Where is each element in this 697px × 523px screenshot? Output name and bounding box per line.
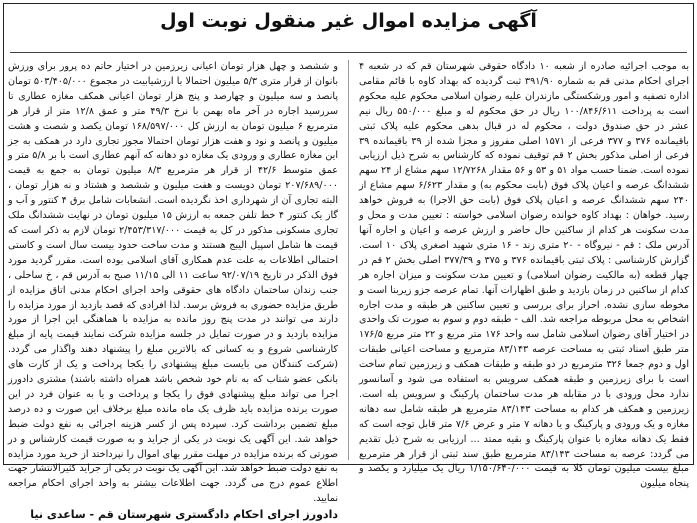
title-divider — [10, 52, 687, 53]
right-column — [359, 60, 690, 490]
right-column-text: به موجب اجرائیه صادره از شعبه ۱۰ دادگاه حقوقی شهرستان قم که در شعبه ۴ اجرای احکام مدنی قم به شماره ۳۹۱/۹۰ ثبت گردیده که بهداد کاوه با قائم مقامی اداره تصفیه و امور ورشکستگی مازندران علیه رضوان اسلامی محکوم علیه محکوم است به پرداخت ۱۰۰/۸۴۶/۶۱۱ ریال در حق محکوم له و مبلغ ۵۵۰/۰۰۰ ریال نیم عشر در حق صندوق دولت ، محکوم له در قبال بدهی محکوم علیه پلاک ثبتی باقیمانده ۳۷۶ و ۳۷۷ فرعی از ۱۵۷۱ اصلی مفروز و مجزا شده از ۳۹ باقیمانده ۳۹ فرعی از اصلی مذکور بخش ۲ قم توقیف نموده که کارشناس به شرح ذیل ارزیابی نموده است. ضمنا حسب مواد ۵۱ و ۵۳ و ۵۶ مقدار ۱۲/۷۲۶۸ سهم مشاع از ۲۴ سهم ششدانگ عرصه و اعیان پلاک فوق (بابت محکوم به) و مقدار ۶/۶۲۳ سهم مشاع از ۲۴۰ سهم ششدانگ عرصه و اعیان پلاک فوق (بابت حق الاجرا) به فروش خواهد رسید. خواهان : بهداد کاوه خوانده رضوان اسلامی خواسته : تعیین مدت و محل و مدت سکونت هر کدام از ساکنین حال حاضر و ارزش عرصه و اعیان و اجاره آنها آدرس ملک : قم - نیروگاه - ۲۰ متری زند - ۱۶ متری شهید اصغری پلاک ۱۰ است. گزارش کارشناسی : پلاک ثبتی باقیمانده ۳۷۶ و ۳۷۵ و ۳۷۷/۳۹ اصلی بخش ۲ قم در چهار قطعه (به مالکیت رضوان اسلامی) و تعیین مدت سکونت و میزان اجاره هر کدام از ساکنین در زمان بازدید و طبق اظهارات آنها. تمام عرصه جزو زیربنا است و مخوطه سازی نشده. احراز برای بررسی و تعیین ساکنین هر طبقه و مدت اجاره اشخاص به محل مربوطه مراجعه شد. الف - طبقه دوم و سوم به صورت تک واحدی در اختیار آقای رضوان اسلامی شامل سه واحد ۱۷۶ متر مربع و ۲۲ متر مربع ۱۷۶/۵ متر طبق اسناد ثبتی به مساحت عرصه ۸۳/۱۴۳ مترمربع و مساحت اعیانی طبقات اول و دوم جمعا ۳۲۶ مترمربع در دو طبقه و طبقات همکف و زیرزمین تمام ساخت است با برای زیرزمین و طبقه همکف سرویس به استفاده می شود و آسانسور ندارد محل ورودی با در مقابله هر مدت ساختمان پارکینگ و سرویس بله است. زیرزمین و همکف هر کدام به مساحت ۸۳/۱۴۳ مترمربع هر طبقه شامل سه دهانه مغازه و یک ورودی و پارکینگ و یا دهانه ۷ متر و عرض ۷/۶ متر قابل توجه است که فقط یک دهانه مغازه با عنوان پارکینگ و بقیه ممتد ... ارزیابی به شرح ذیل تقدیم می گردد: عرصه به مساحت ۸۳/۱۴۳ مترمربع طبق سند ثبتی از قرار هر مترمربع مبلغ بیست میلیون تومان کلا به قیمت ۱/۱۵۰/۶۴۰/۰۰۰ ریال یک میلیارد و یکصد و پنجاه میلیون — [359, 61, 690, 490]
left-column-text: و ششصد و چهل هزار تومان اعیانی زیرزمین در اختیار حاتم ده پرور برای ورزش بانوان از قرار متری ۵/۳ میلیون احتمالا با ارزشیابیت در مجموع ۵۰۳/۴۰۵/۰۰۰ تومان پانصد و سه میلیون و چهارصد و پنج هزار تومان اعیانی همکف مغازه عطاری تا سررسید اجاره در آخر ماه بهمن با نرخ ۴۹/۳ متر و عمق ۱۲/۸ متر از قرار هر مترمربع ۶ میلیون تومان به ارزش کل ۱۶۸/۵۹۷/۰۰۰ تومان یکصد و شصت و هشت میلیون و پانصد و نود و هفت هزار تومان احتمالا مجوز تجاری دارد در همکف به جز این مغازه عطاری و ورودی یک مغازه دو دهانه که آنهم عطاری است با بر ۵/۸ متر و عمق متوسط ۴۲/۶ از قرار هر مترمربع ۸/۳ میلیون تومان به جمع به قیمت ۲۰۷/۶۸۹/۰۰۰ تومان دویست و هفت میلیون و ششصد و هشتاد و نه هزار تومان ، البته تجاری آن از شهرداری اخذ نگردیده است. انشعابات شامل برق ۴ کنتور و آب و گاز یک کنتور ۴ خط تلفن جمعه به ارزش ۱۵ میلیون تومان در نهایت ششدانگ ملک تجاری مسکونی مذکور در کل به قیمت ۲/۴۵۳/۳۱۷/۰۰۰ تومان لازم به ذکر است که قیمت ها شامل اسپیل الیبج هستند و مدت ساخت حدود بیست سال است و کاستی احتمالی اطلاعات به علت عدم همکاری آقای اسلامی بوده است. مقرر گردید مورد فوق الذکر در تاریخ ۹۲/۰۷/۱۹ ساعت ۱۱ الی ۱۱/۱۵ صبح به آدرس قم ، خ ساحلی ، جنب زندان ساختمان دادگاه های حقوقی واحد اجرای احکام مدنی اتاق مزایده از طریق مزایده حضوری به فروش برسد. لذا افرادی که قصد بازدید از مورد مزایده را دارند می توانند در مدت پنج روز مانده به مزایده با هماهنگی این اجرا از مورد مزایده بازدید و در صورت تمایل در جلسه مزایده شرکت نمایند قیمت پایه از مبلغ کارشناسی شروع و به کسانی که بالاترین مبلغ را پیشنهاد دهند واگذار می گردد. (شرکت کنندگان می بایست مبلغ پیشنهادی را یکجا پرداخت و یک از کارت های بانکی عضو شتاب که به نام خود شخص باشد همراه داشته باشند) مشتری دادورز اجرا می تواند مبلغ پیشنهادی فوق را یکجا و پرداخت و یا به عنوان فرد در این صورت برنده مزایده باید ظرف یک ماه مانده مبلغ برخلاف این صورت و ده درصد مبلغ تضمین برداشت کرد. سپرده پس از کسر هزینه اجرائی به نفع دولت ضبط خواهد شد. این آگهی یک نوبت در یکی از جراید و به صورت قیمت کارشناس و در صورتی که برنده مزایده در مهلت مقرر بهای اموال را نپرداختد از خرید مورد مزایده به نفع دولت ضبط خواهد شد. این آگهی یک نوبت در یکی از جراید کثیرالانتشار جهت اطلاع عموم درج می گردد. جهت اطلاعات بیشتر به واحد اجرای احکام مراجعه نمایید. — [8, 61, 339, 505]
signature: دادورز اجرای احکام دادگستری شهرستان قم - ساعدی نیا — [30, 508, 338, 522]
notice-title: آگهی مزایده اموال غیر منقول نوبت اول — [160, 10, 537, 32]
notice-body — [8, 60, 690, 522]
left-column — [8, 60, 339, 522]
column-divider — [348, 60, 349, 460]
